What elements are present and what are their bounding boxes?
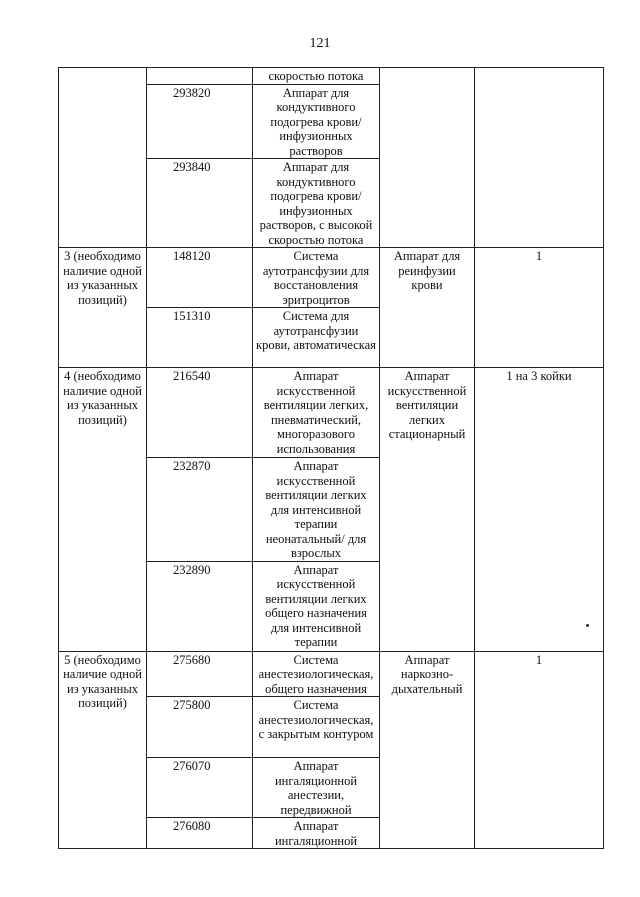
code-cell: 293840 xyxy=(147,159,253,248)
name-cell: Система для аутотрансфузии крови, автоматическая xyxy=(253,308,380,368)
code-cell: 232870 xyxy=(147,458,253,562)
name-cell: Аппарат искусственной вентиляции легких общего назначения для интенсивной терапии xyxy=(253,561,380,651)
position-cell xyxy=(59,68,147,248)
position-cell: 5 (необходимо наличие одной из указанных позиций) xyxy=(59,651,147,849)
scan-speck xyxy=(586,624,589,627)
table-row xyxy=(59,651,604,697)
name-cell: Система анестезиологическая, общего назначения xyxy=(253,651,380,697)
quantity-cell: 1 xyxy=(475,651,604,849)
name-cell: Аппарат для кондуктивного подогрева крови/инфузионных растворов xyxy=(253,84,380,159)
name-cell: Аппарат ингаляционной анестезии, передвижной xyxy=(253,758,380,818)
position-cell: 3 (необходимо наличие одной из указанных позиций) xyxy=(59,248,147,368)
table-row xyxy=(59,368,604,458)
quantity-cell: 1 на 3 койки xyxy=(475,368,604,652)
name-cell: Аппарат искусственной вентиляции легких для интенсивной терапии неонатальный/ для взрослых xyxy=(253,458,380,562)
name-cell: Аппарат для кондуктивного подогрева крови/инфузионных растворов, с высокой скоростью потока xyxy=(253,159,380,248)
device-cell xyxy=(380,68,475,248)
code-cell: 293820 xyxy=(147,84,253,159)
position-cell: 4 (необходимо наличие одной из указанных позиций) xyxy=(59,368,147,652)
code-cell: 276080 xyxy=(147,818,253,849)
table-row xyxy=(59,68,604,85)
code-cell: 148120 xyxy=(147,248,253,308)
name-cell: Аппарат искусственной вентиляции легких, пневматический, многоразового использования xyxy=(253,368,380,458)
name-cell: Аппарат ингаляционной xyxy=(253,818,380,849)
code-cell xyxy=(147,68,253,85)
page-number: 121 xyxy=(309,36,331,51)
device-cell: Аппарат наркозно-дыхательный xyxy=(380,651,475,849)
name-cell: Система аутотрансфузии для восстановления эритроцитов xyxy=(253,248,380,308)
code-cell: 151310 xyxy=(147,308,253,368)
code-cell: 275800 xyxy=(147,697,253,758)
equipment-table xyxy=(58,67,604,849)
code-cell: 276070 xyxy=(147,758,253,818)
device-cell: Аппарат искусственной вентиляции легких стационарный xyxy=(380,368,475,652)
code-cell: 232890 xyxy=(147,561,253,651)
code-cell: 275680 xyxy=(147,651,253,697)
table-row xyxy=(59,248,604,308)
name-cell: Система анестезиологическая, с закрытым контуром xyxy=(253,697,380,758)
device-cell: Аппарат для реинфузии крови xyxy=(380,248,475,368)
quantity-cell xyxy=(475,68,604,248)
code-cell: 216540 xyxy=(147,368,253,458)
quantity-cell: 1 xyxy=(475,248,604,368)
name-cell: скоростью потока xyxy=(253,68,380,85)
